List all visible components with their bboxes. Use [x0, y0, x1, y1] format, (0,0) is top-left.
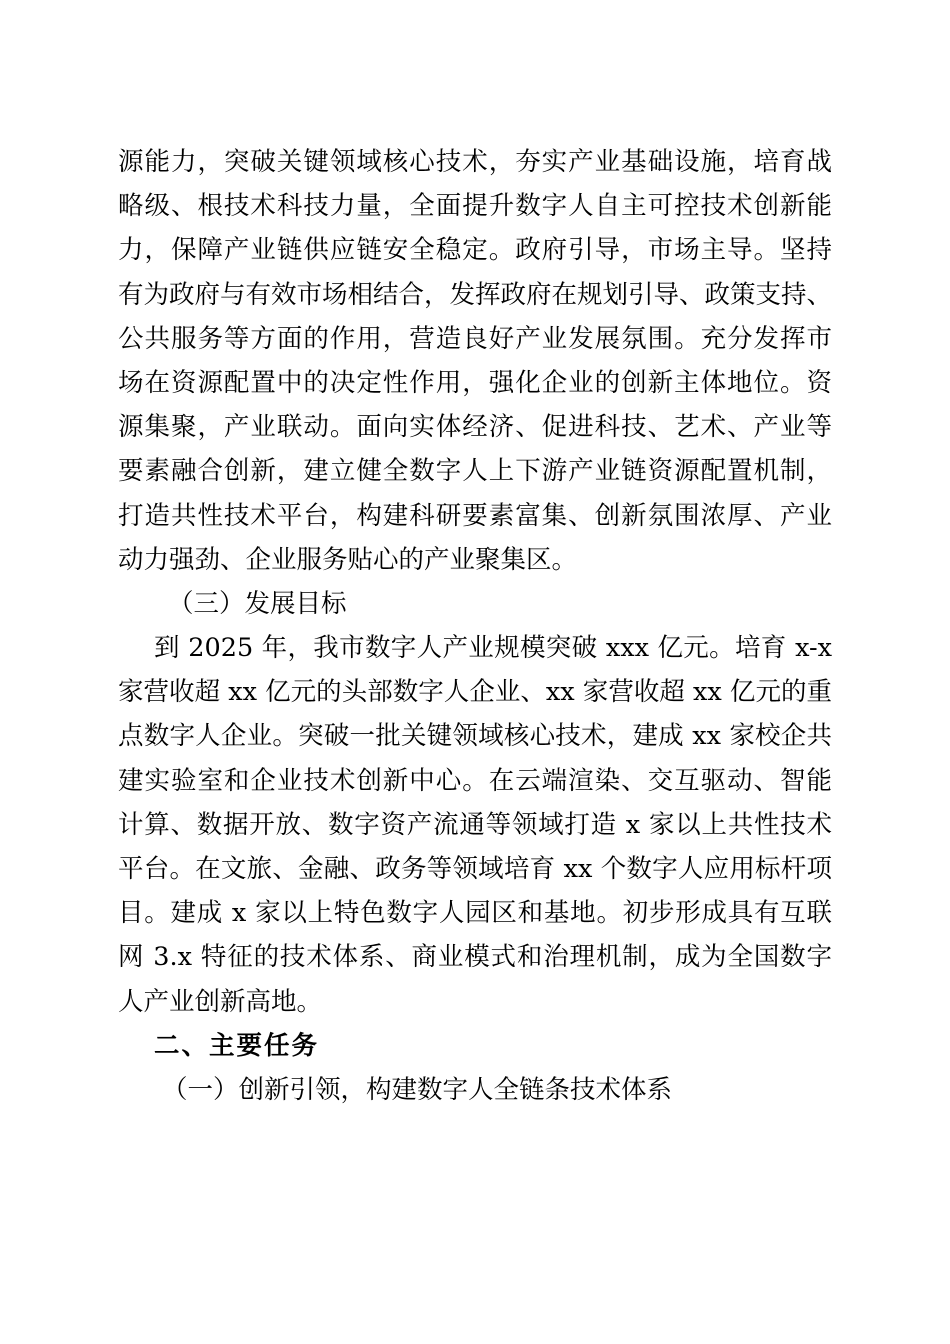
text-line: 网 3.x 特征的技术体系、商业模式和治理机制，成为全国数字 [118, 942, 832, 973]
subsection-heading-innovation: （一）创新引领，构建数字人全链条技术体系 [162, 1074, 673, 1105]
paragraph-resource-capability [118, 140, 832, 582]
text-line: 打造共性技术平台，构建科研要素富集、创新氛围浓厚、产业 [118, 500, 832, 531]
section-heading-development-goals: （三）发展目标 [168, 588, 347, 619]
text-line: 动力强劲、企业服务贴心的产业聚集区。 [118, 544, 578, 575]
text-line: 场在资源配置中的决定性作用，强化企业的创新主体地位。资 [118, 367, 832, 398]
part-heading-main-tasks: 二、主要任务 [154, 1030, 320, 1061]
text-line: 力，保障产业链供应链安全稳定。政府引导，市场主导。坚持 [118, 235, 832, 266]
text-line: 要素融合创新，建立健全数字人上下游产业链资源配置机制， [118, 456, 832, 487]
text-line: 家营收超 xx 亿元的头部数字人企业、xx 家营收超 xx 亿元的重 [118, 677, 832, 708]
text-line: 公共服务等方面的作用，营造良好产业发展氛围。充分发挥市 [118, 323, 832, 354]
text-line: 有为政府与有效市场相结合，发挥政府在规划引导、政策支持、 [118, 279, 833, 310]
text-line: 源能力，突破关键领域核心技术，夯实产业基础设施，培育战 [118, 147, 832, 177]
text-line: 略级、根技术科技力量，全面提升数字人自主可控技术创新能 [118, 191, 832, 222]
text-line: 计算、数据开放、数字资产流通等领域打造 x 家以上共性技术 [118, 809, 832, 840]
text-line: 目。建成 x 家以上特色数字人园区和基地。初步形成具有互联 [118, 898, 832, 929]
text-line: 人产业创新高地。 [118, 986, 323, 1017]
text-line: 建实验室和企业技术创新中心。在云端渲染、交互驱动、智能 [118, 765, 832, 796]
document-body [118, 140, 832, 1112]
text-line: 平台。在文旅、金融、政务等领域培育 xx 个数字人应用标杆项 [118, 854, 832, 884]
paragraph-development-goals [118, 626, 832, 1024]
text-line: 到 2025 年，我市数字人产业规模突破 xxx 亿元。培育 x-x [154, 633, 832, 664]
text-line: 点数字人企业。突破一批关键领域核心技术，建成 xx 家校企共 [118, 721, 832, 752]
text-line: 源集聚，产业联动。面向实体经济、促进科技、艺术、产业等 [118, 412, 832, 443]
